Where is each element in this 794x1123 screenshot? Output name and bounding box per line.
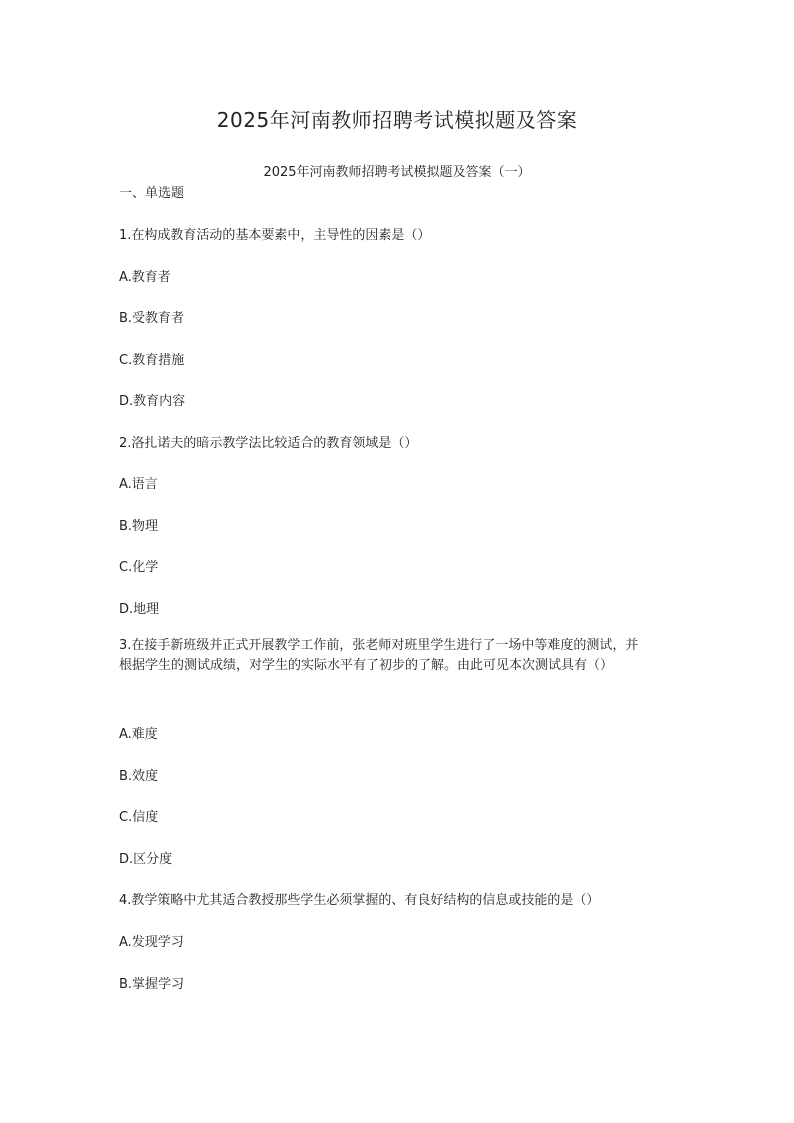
option-a: A.语言 (119, 477, 158, 492)
option-b: B.掌握学习 (119, 977, 185, 992)
option-d: D.教育内容 (119, 394, 186, 409)
option-a: A.发现学习 (119, 935, 184, 950)
question-stem: 3.在接手新班级并正式开展教学工作前，张老师对班里学生进行了一场中等难度的测试，并根据学生的测试成绩，对学生的实际水平有了初步的了解。由此可见本次测试具有（） (119, 638, 639, 673)
section-heading: 一、单选题 (119, 186, 185, 201)
document-subtitle: 2025年河南教师招聘考试模拟题及答案（一） (263, 165, 531, 180)
option-a: A.难度 (119, 727, 158, 742)
question-stem: 4.教学策略中尤其适合教授那些学生必须掌握的、有良好结构的信息或技能的是（） (119, 893, 600, 908)
option-b: B.受教育者 (119, 311, 185, 326)
option-b: B.效度 (119, 769, 159, 784)
option-d: D.区分度 (119, 852, 173, 867)
option-c: C.化学 (119, 560, 159, 575)
document-title: 2025年河南教师招聘考试模拟题及答案 (216, 108, 578, 132)
question-stem: 2.洛扎诺夫的暗示教学法比较适合的教育领域是（） (119, 436, 418, 451)
option-a: A.教育者 (119, 270, 171, 285)
option-c: C.教育措施 (119, 353, 185, 368)
option-b: B.物理 (119, 519, 159, 534)
question-stem: 1.在构成教育活动的基本要素中，主导性的因素是（） (119, 228, 431, 243)
option-d: D.地理 (119, 602, 160, 617)
option-c: C.信度 (119, 810, 159, 825)
